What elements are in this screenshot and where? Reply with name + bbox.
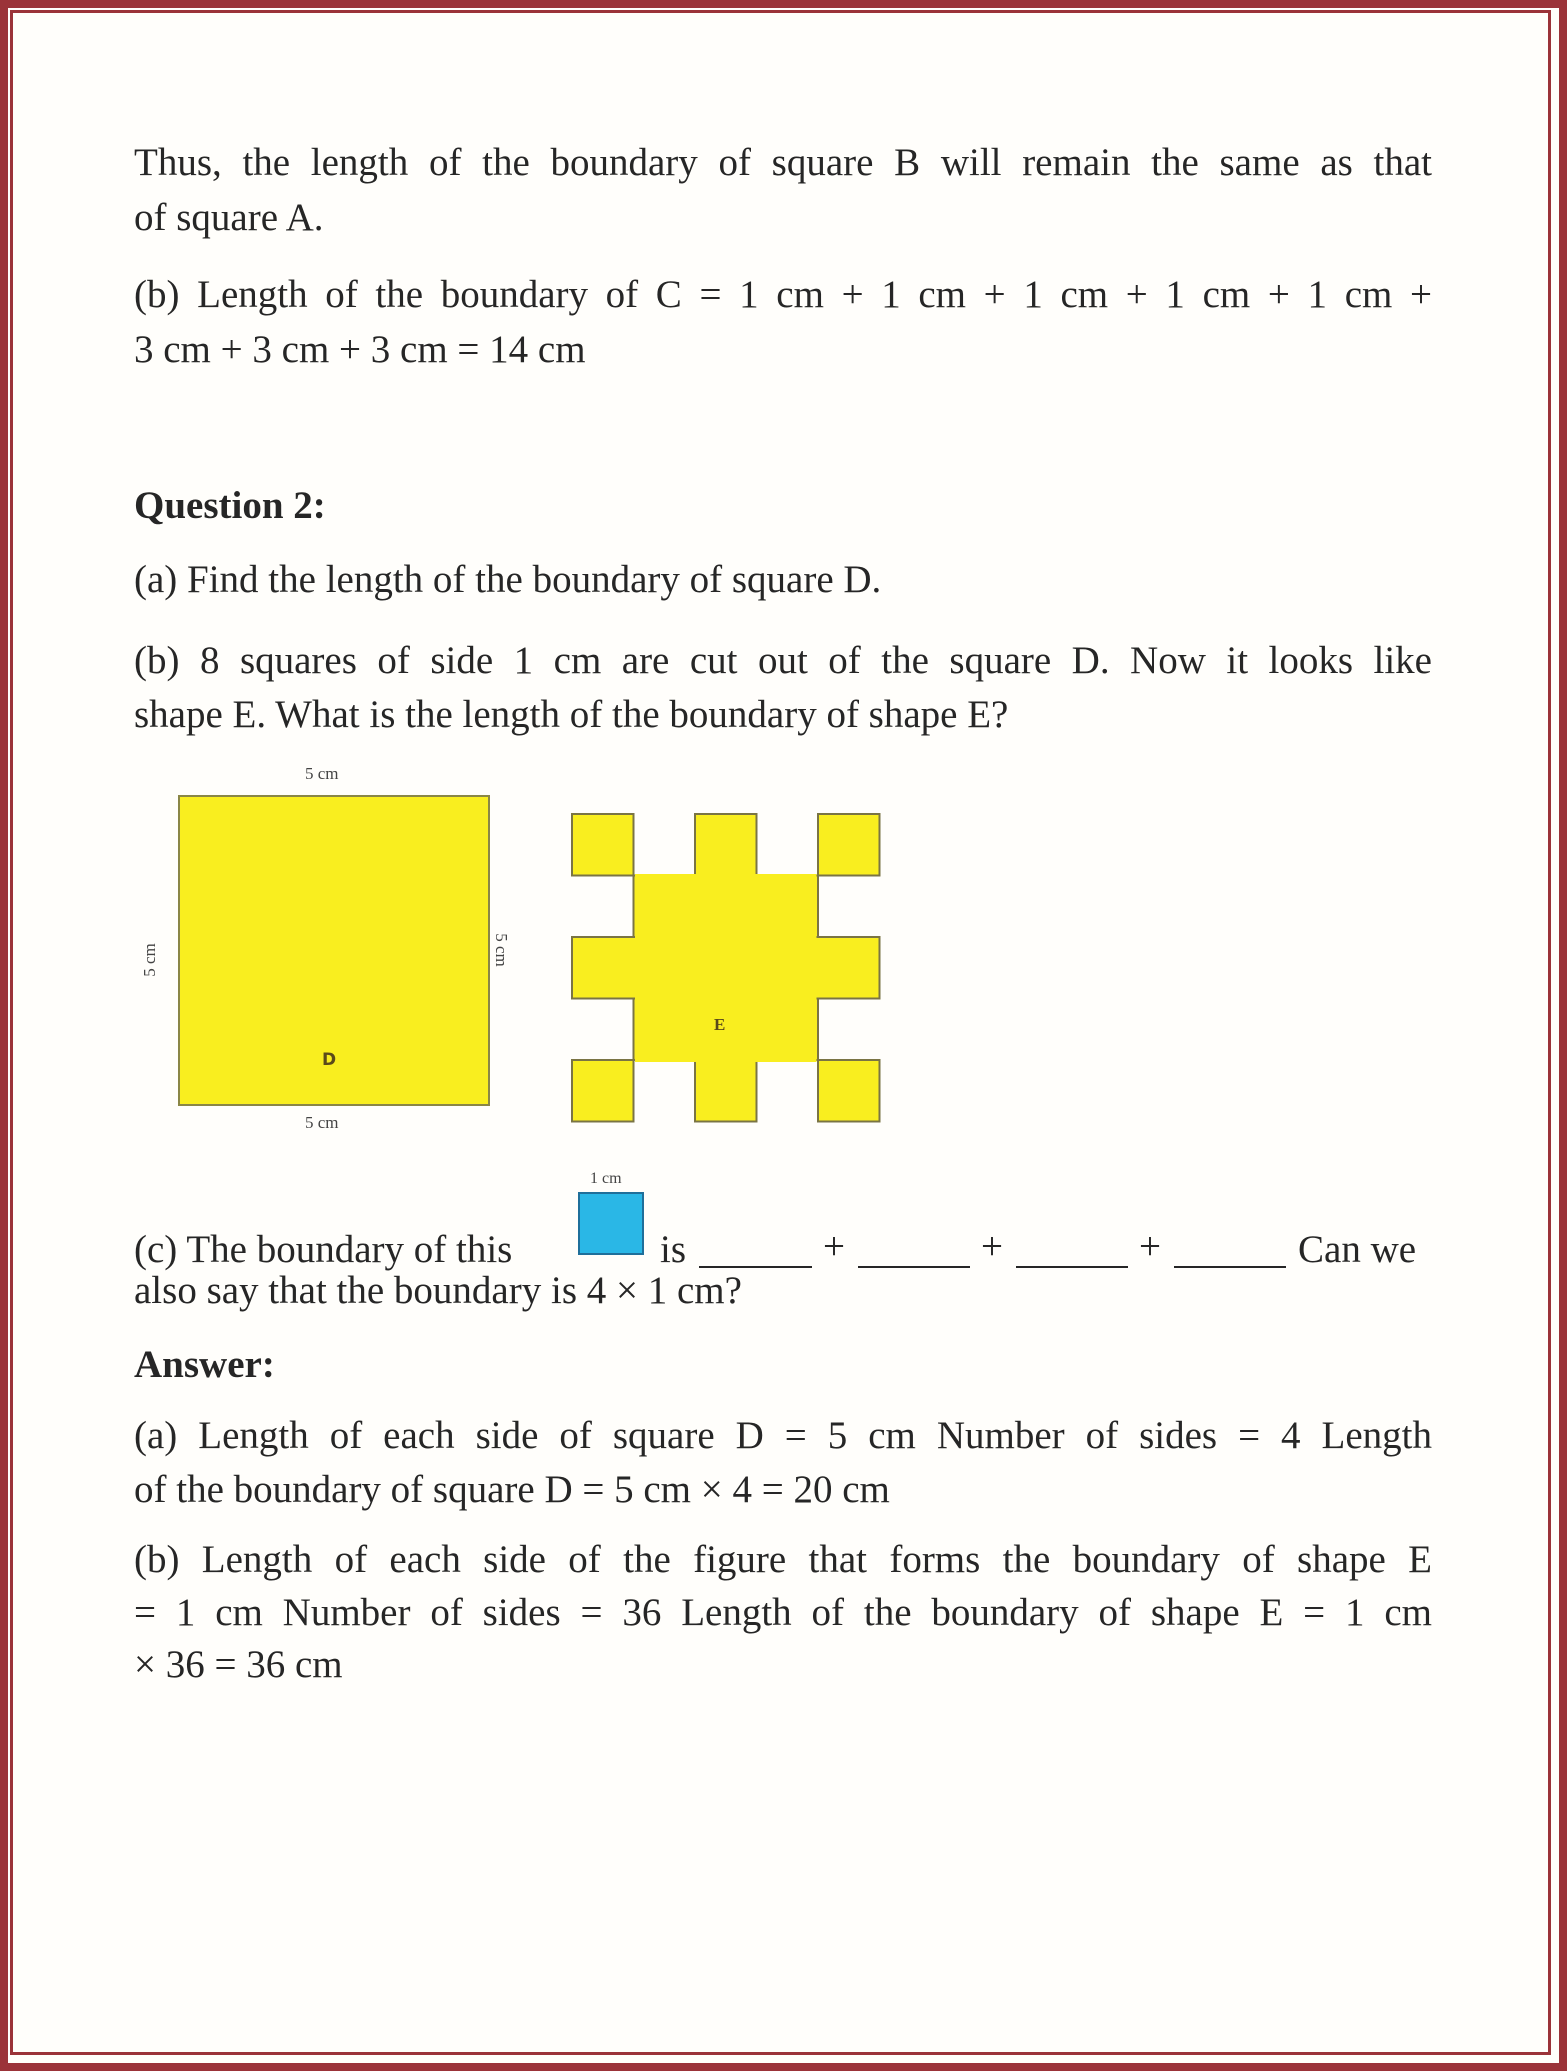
plus-1: + — [823, 1225, 845, 1268]
question-part-c-line-2: also say that the boundary is 4 × 1 cm? — [134, 1269, 742, 1312]
square-d-right-label: 5 cm — [491, 933, 511, 967]
prev-answer-b-line-1: (b) Length of the boundary of C = 1 cm + 1 cm + 1 cm + 1 cm + 1 cm + — [134, 273, 1432, 316]
question-part-b-line-1: (b) 8 squares of side 1 cm are cut out of the square D. Now it looks like — [134, 639, 1432, 682]
square-d-bottom-label: 5 cm — [305, 1113, 339, 1132]
answer-a-line-1: (a) Length of each side of square D = 5 cm Number of sides = 4 Length — [134, 1414, 1432, 1457]
answer-b-line-1: (b) Length of each side of the figure that forms the boundary of shape E — [134, 1538, 1432, 1581]
prev-answer-b-line-2: 3 cm + 3 cm + 3 cm = 14 cm — [134, 328, 586, 371]
question-part-c-text: (c) The boundary of this — [134, 1228, 513, 1271]
question-part-c-is: is — [660, 1228, 687, 1271]
question-heading: Question 2: — [134, 484, 326, 527]
unit-square — [579, 1193, 643, 1254]
unit-square-label: 1 cm — [590, 1170, 622, 1187]
prev-answer-line-2: of square A. — [134, 196, 324, 239]
question-part-b-line-2: shape E. What is the length of the boundary of shape E? — [134, 693, 1009, 736]
question-part-c-end: Can we — [1298, 1228, 1417, 1271]
square-d-name: D — [322, 1050, 337, 1070]
answer-a-line-2: of the boundary of square D = 5 cm × 4 = 20 cm — [134, 1468, 890, 1511]
plus-2: + — [981, 1225, 1003, 1268]
plus-3: + — [1139, 1225, 1161, 1268]
shape-e-name: E — [714, 1015, 726, 1034]
prev-answer-line-1: Thus, the length of the boundary of square B will remain the same as that — [134, 141, 1432, 184]
square-d-top-label: 5 cm — [305, 764, 339, 783]
answer-b-line-2: = 1 cm Number of sides = 36 Length of the boundary of shape E = 1 cm — [134, 1591, 1432, 1634]
answer-b-line-3: × 36 = 36 cm — [134, 1643, 343, 1686]
square-d-left-label: 5 cm — [139, 943, 159, 977]
answer-heading: Answer: — [134, 1343, 275, 1386]
question-part-a: (a) Find the length of the boundary of square D. — [134, 558, 882, 601]
